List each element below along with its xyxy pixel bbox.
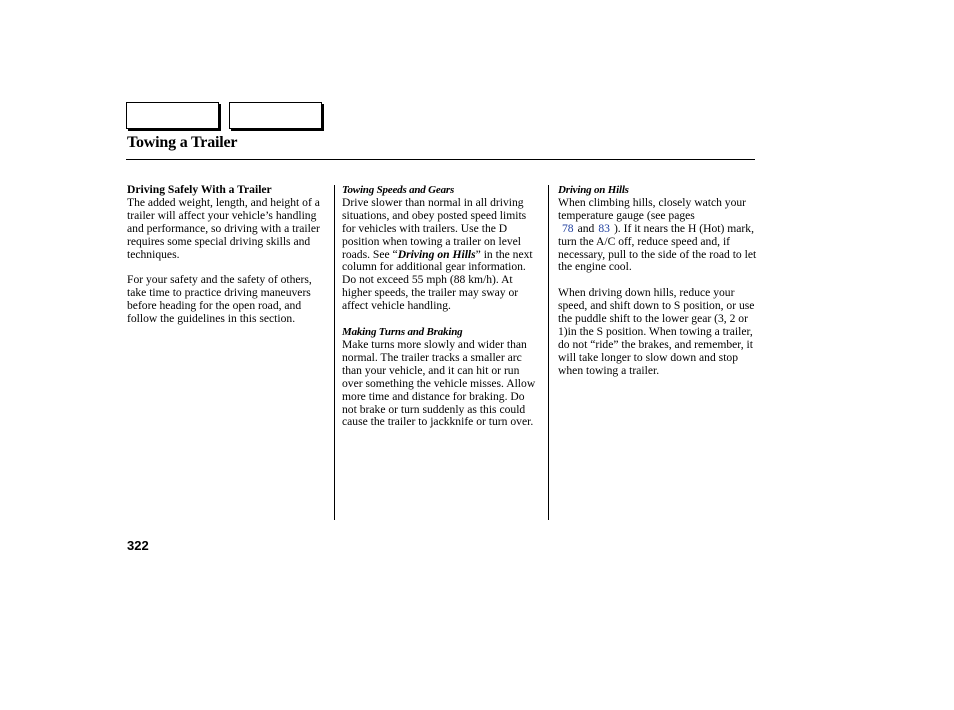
text-climbing-start: When climbing hills, closely watch your temperature gauge (see pages — [558, 195, 747, 222]
section-heading-turns-braking: Making Turns and Braking — [342, 326, 463, 339]
page-link-78[interactable]: 78 — [562, 221, 574, 235]
paragraph-safety: For your safety and the safety of others, take time to practice driving maneuvers before heading for the open road, and follow the guidelines in this section. — [127, 273, 312, 326]
section-heading-driving-safely: Driving Safely With a Trailer — [127, 183, 272, 196]
title-divider — [126, 159, 755, 160]
page-title: Towing a Trailer — [127, 134, 238, 151]
page-link-83[interactable]: 83 — [598, 221, 610, 235]
page-number: 322 — [127, 538, 149, 553]
text-drive-slower-start: Drive slower than normal in all driving situations, and obey posted speed limits for vehicles with trailers. Use the D position when towing a trailer on level roads. See “ — [342, 195, 527, 261]
column-right — [558, 184, 758, 378]
cross-reference-driving-on-hills[interactable]: Driving on Hills — [397, 247, 476, 261]
text-drive-slower-end: ” in the next column for additional gear information. Do not exceed 55 mph (88 km/h). At higher speeds, the trailer may sway or affect vehicle handling. — [342, 247, 533, 313]
section-heading-towing-speeds: Towing Speeds and Gears — [342, 184, 455, 196]
paragraph-turns: Make turns more slowly and wider than normal. The trailer tracks a smaller arc than your vehicle, and it can hit or run over something the vehicle misses. Allow more time and distance for braking. Do not brake or turn suddenly as this could cause the trailer to jackknife or turn over. — [342, 337, 536, 429]
column-divider-1 — [334, 185, 335, 520]
text-and: and — [577, 221, 595, 235]
paragraph-added-weight: The added weight, length, and height of a trailer will affect your vehicle’s handling and performance, so driving with a trailer requires some special driving skills and techniques. — [127, 195, 320, 261]
header-tab-1 — [126, 102, 219, 129]
paragraph-driving-down: When driving down hills, reduce your speed, and shift down to S position, or use the puddle shift to the lower gear (3, 2 or 1)in the S position. When towing a trailer, do not “ride” the brakes, and remember, it will take longer to slow down and stop when towing a trailer. — [558, 286, 755, 377]
column-divider-2 — [548, 185, 549, 520]
section-heading-driving-on-hills: Driving on Hills — [558, 184, 629, 196]
paragraph-drive-slower — [342, 197, 542, 313]
text-climbing-end: ). If it nears the H (Hot) mark, turn the A/C off, reduce speed and, if necessary, pull to the side of the road to let the engine cool. — [558, 221, 757, 274]
column-middle — [342, 184, 542, 429]
paragraph-gap — [342, 313, 542, 326]
column-left — [127, 184, 323, 326]
paragraph-climbing-hills — [558, 197, 758, 274]
header-tab-2 — [229, 102, 322, 129]
